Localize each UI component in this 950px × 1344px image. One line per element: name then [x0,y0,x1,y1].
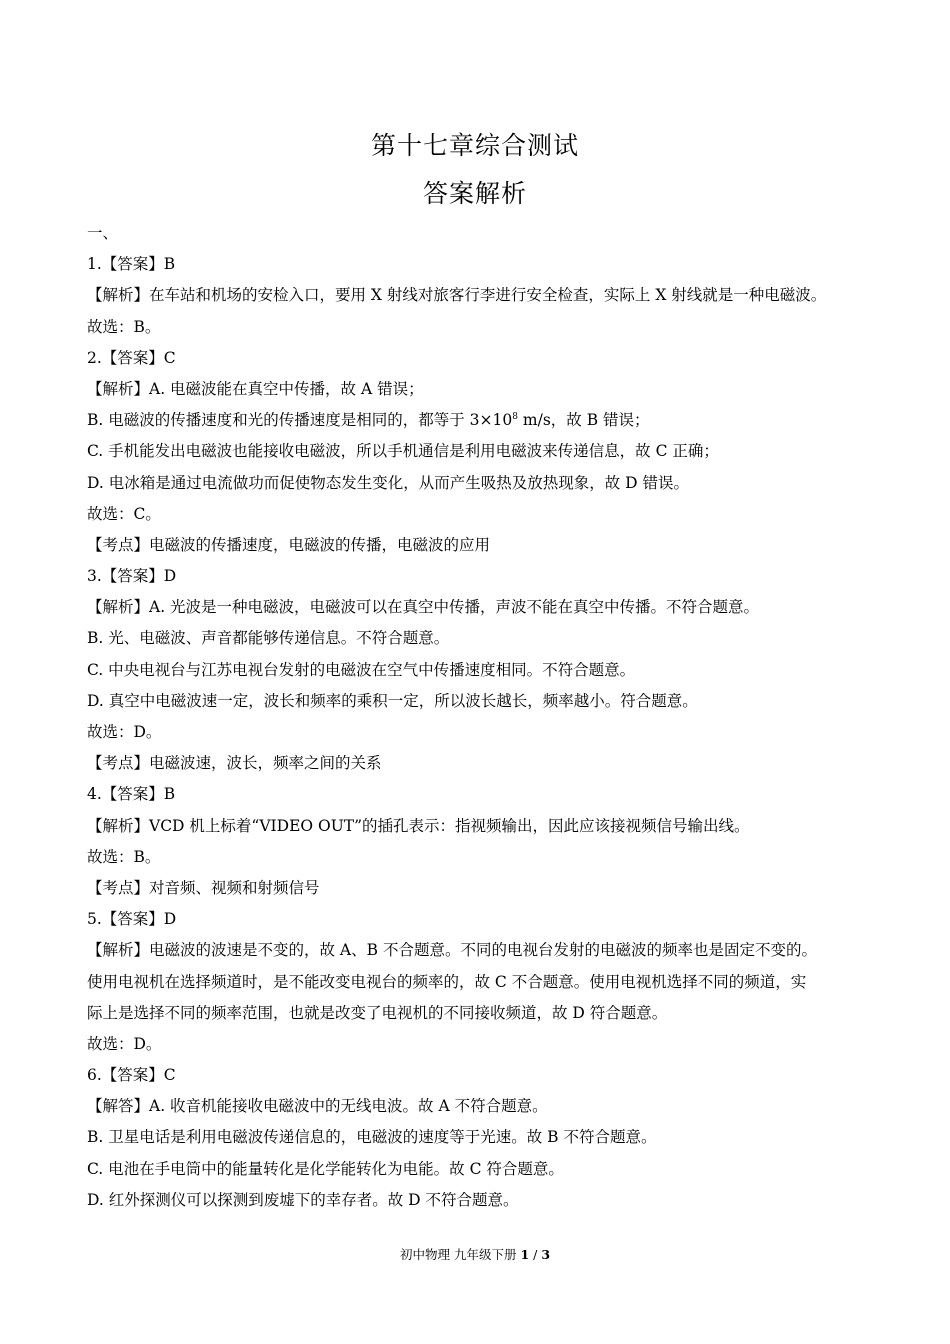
footer-page-total: 3 [541,1247,551,1262]
text-line: 故选：B。 [87,317,161,336]
text-line: 【考点】电磁波速，波长，频率之间的关系 [87,754,382,773]
text-line: 【解析】A. 光波是一种电磁波，电磁波可以在真空中传播，声波不能在真空中传播。不符合题意。 [87,598,760,617]
text-line: 【解析】VCD 机上标着“VIDEO OUT”的插孔表示：指视频输出，因此应该接视频信号输出线。 [87,816,750,835]
text-line: 故选：C。 [87,504,161,523]
text-line: 故选：D。 [87,1034,162,1053]
answer-body [87,218,877,1216]
text-line: 4.【答案】B [87,785,176,804]
text-line: 1.【答案】B [87,255,176,274]
text-line: B. 卫星电话是利用电磁波传递信息的，电磁波的速度等于光速。故 B 不符合题意。 [87,1128,657,1147]
text-line: C. 手机能发出电磁波也能接收电磁波，所以手机通信是利用电磁波来传递信息，故 C 正确； [87,442,719,461]
text-line: D. 真空中电磁波速一定，波长和频率的乘积一定，所以波长越长，频率越小。符合题意。 [87,691,698,710]
text-line: 故选：B。 [87,847,161,866]
text-line: 使用电视机在选择频道时，是不能改变电视台的频率的，故 C 不合题意。使用电视机选择不同的频道，实 [87,972,807,991]
text-line: 际上是选择不同的频率范围，也就是改变了电视机的不同接收频道，故 D 符合题意。 [87,1003,668,1022]
exponent: 8 [512,412,518,423]
text-segment: B. 电磁波的传播速度和光的传播速度是相同的，都等于 3×10 [87,411,513,430]
text-line: B. 光、电磁波、声音都能够传递信息。不符合题意。 [87,629,450,648]
text-line: 2.【答案】C [87,348,176,367]
text-line: 3.【答案】D [87,567,177,586]
text-line: 5.【答案】D [87,910,177,929]
text-line: C. 电池在手电筒中的能量转化是化学能转化为电能。故 C 符合题意。 [87,1159,564,1178]
document-subtitle: 答案解析 [422,179,527,208]
text-line: 【解析】在车站和机场的安检入口，要用 X 射线对旅客行李进行安全检查，实际上 X 射线就是一种电磁波。 [87,286,827,305]
text-line: D. 电冰箱是通过电流做功而促使物态发生变化，从而产生吸热及放热现象，故 D 错误。 [87,473,690,492]
footer-separator: / [529,1247,542,1262]
page-footer [0,1245,950,1263]
text-line: 故选：D。 [87,723,162,741]
text-line: 【解答】A. 收音机能接收电磁波中的无线电波。故 A 不符合题意。 [87,1097,548,1116]
text-line: 【考点】电磁波的传播速度，电磁波的传播，电磁波的应用 [87,535,491,554]
text-line [87,405,877,436]
text-line: 【考点】对音频、视频和射频信号 [87,878,320,897]
footer-course: 初中物理 九年级下册 [399,1247,517,1262]
document-title: 第十七章综合测试 [370,131,579,160]
text-segment: m/s，故 B 错误； [517,411,650,430]
text-line: C. 中央电视台与江苏电视台发射的电磁波在空气中传播速度相同。不符合题意。 [87,660,636,679]
text-line: 6.【答案】C [87,1066,176,1085]
text-line: 【解析】A. 电磁波能在真空中传播，故 A 错误； [87,379,424,398]
text-line: 一、 [87,224,119,242]
text-line: D. 红外探测仪可以探测到废墟下的幸存者。故 D 不符合题意。 [87,1190,519,1209]
text-line: 【解析】电磁波的波速是不变的，故 A、B 不合题意。不同的电视台发射的电磁波的频率也是固定不变的。 [87,941,817,960]
footer-page-number: 1 [520,1247,530,1262]
